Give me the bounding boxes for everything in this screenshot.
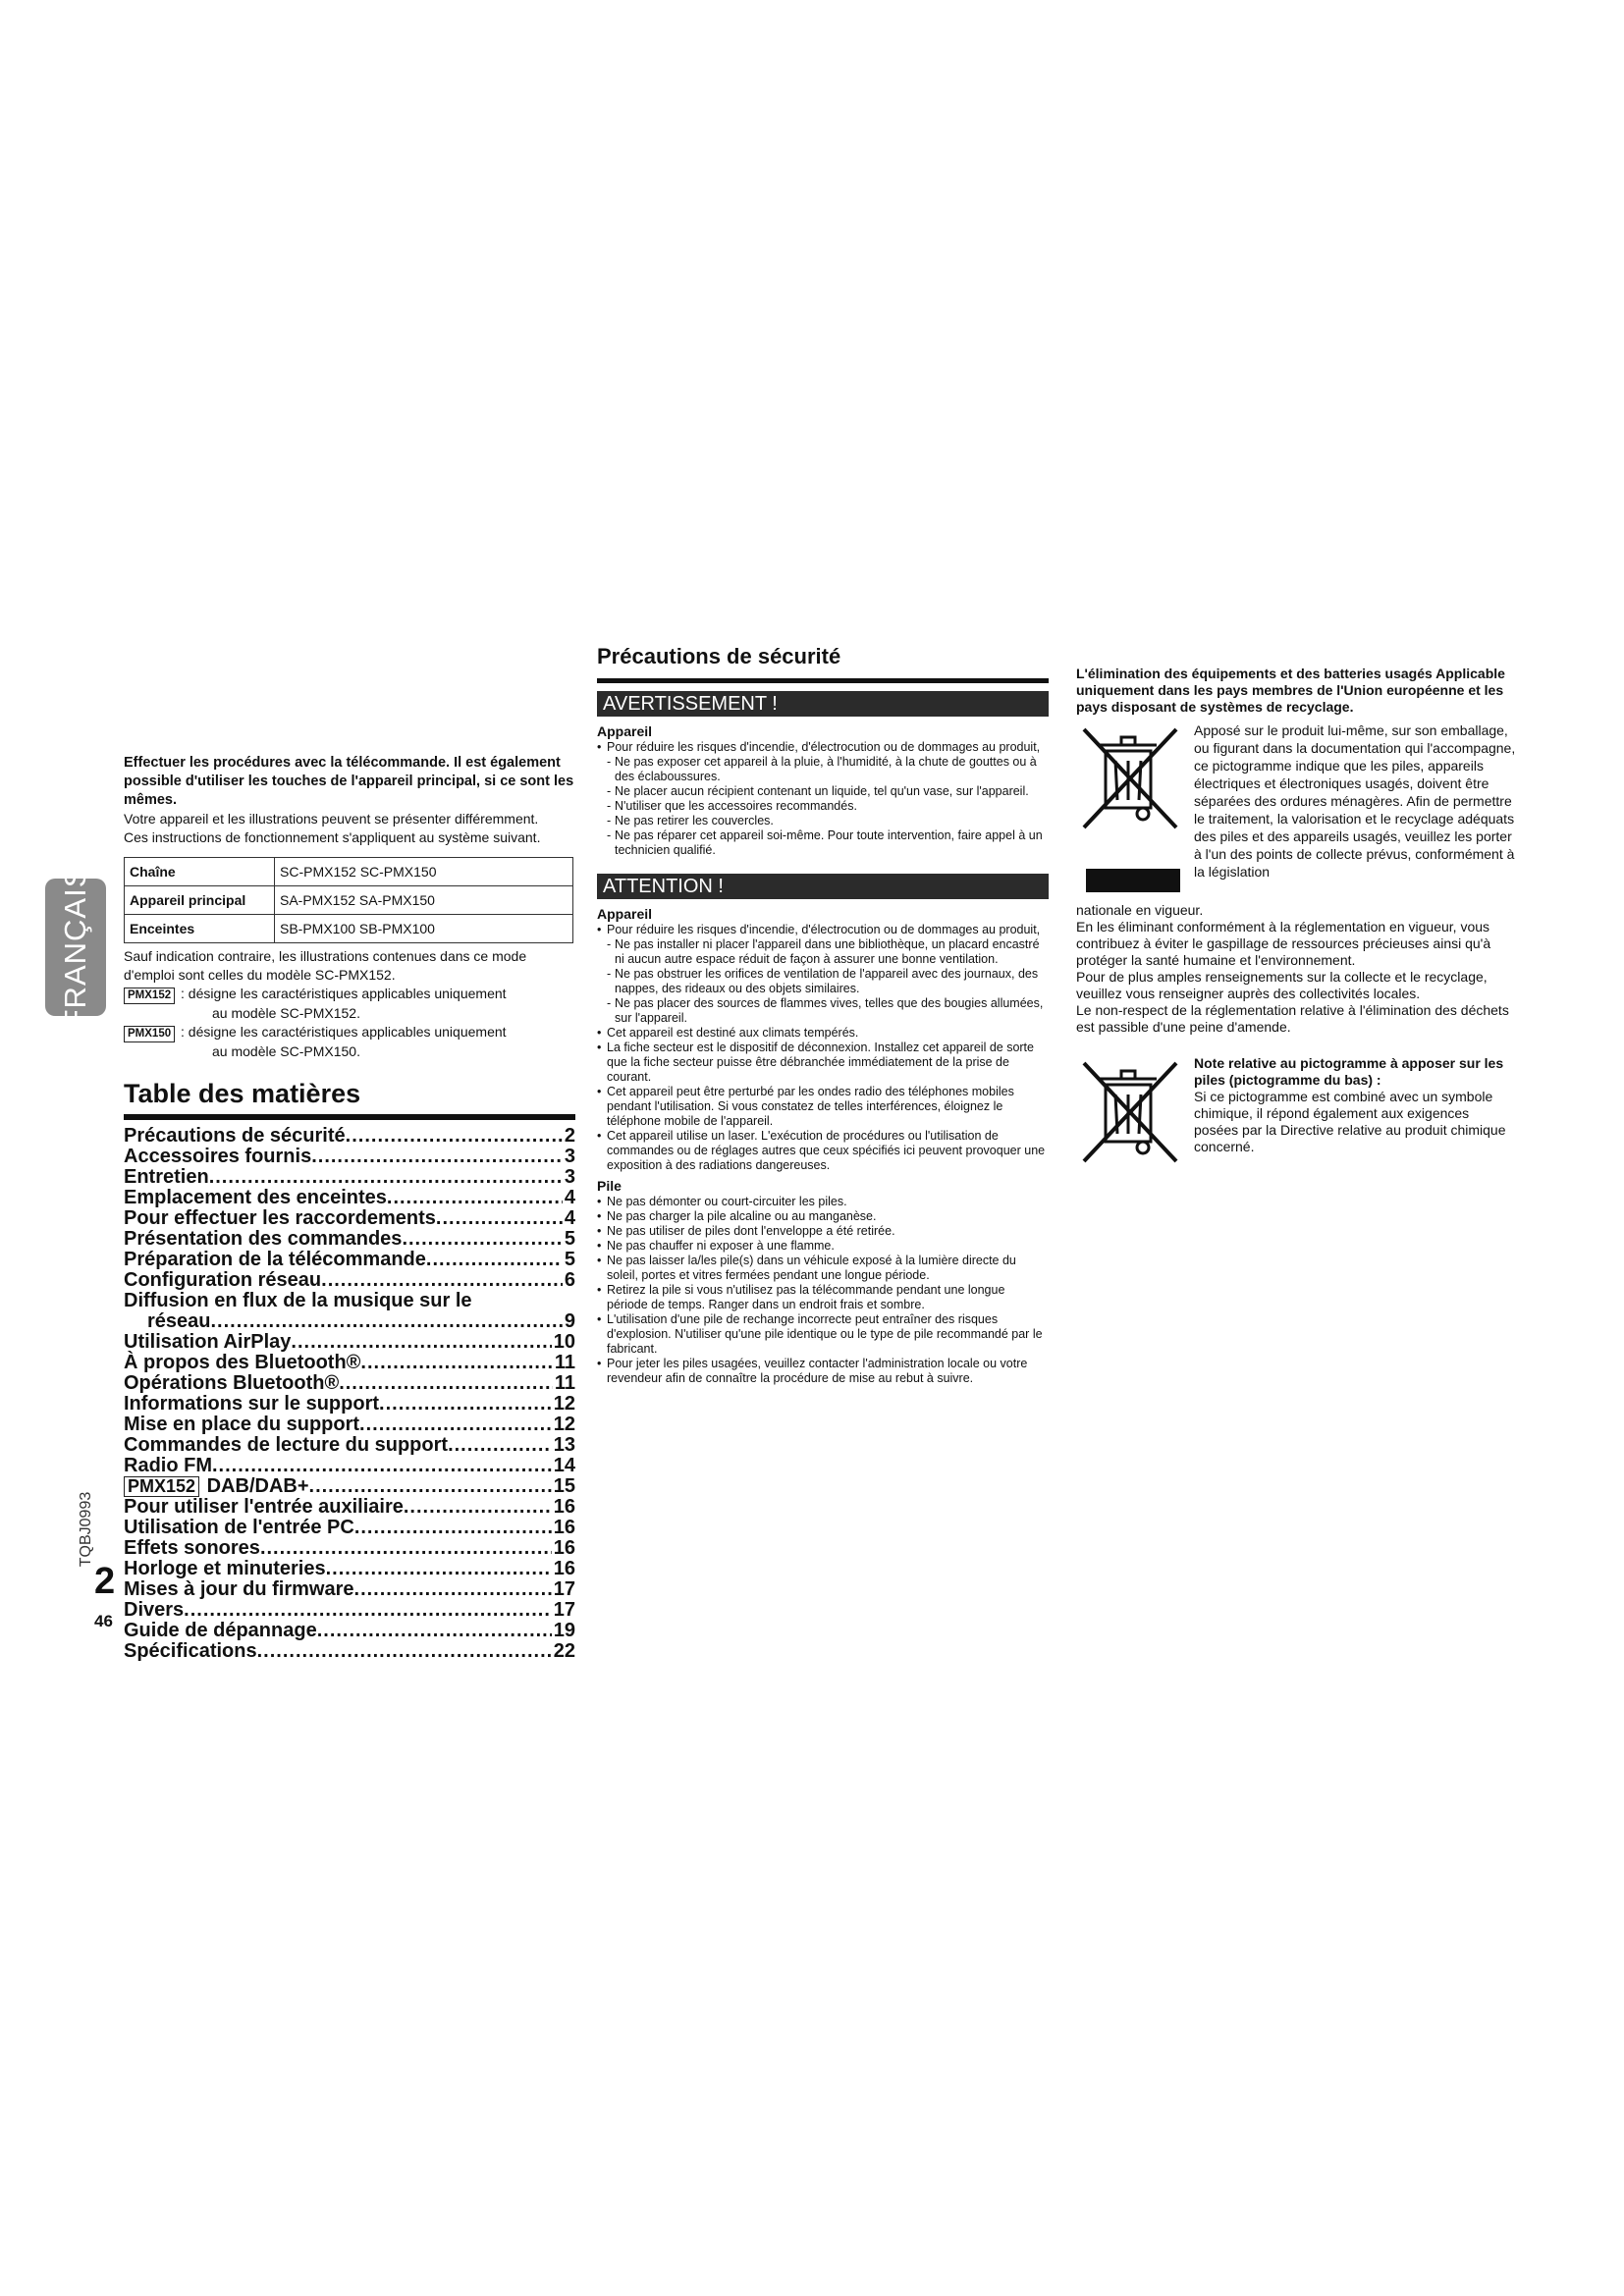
toc-item-page: 10 — [553, 1331, 575, 1353]
toc-item-text: Informations sur le support — [124, 1393, 380, 1415]
toc-item-text: Spécifications — [124, 1640, 257, 1662]
model-note-150 — [124, 1023, 575, 1042]
model-badge: PMX152 — [124, 1476, 199, 1497]
toc-item-text: Accessoires fournis — [124, 1146, 312, 1167]
list-item: - Ne pas réparer cet appareil soi-même. Pour toute intervention, faire appel à un technicien qualifié. — [597, 828, 1049, 858]
crossed-bin-icon — [1076, 1055, 1184, 1173]
toc-item-text: Diffusion en flux de la musique sur le — [124, 1290, 472, 1311]
toc-item — [124, 1188, 575, 1208]
toc-leader — [209, 1167, 563, 1188]
toc-item-page: 5 — [564, 1228, 575, 1250]
list-item: - Ne placer aucun récipient contenant un liquide, tel qu'un vase, sur l'appareil. — [597, 784, 1049, 799]
disposal-heading: L'élimination des équipements et des batteries usagés Applicable uniquement dans les pays membres de l'Union européenne et les pays disposant de systèmes de recyclage. — [1076, 666, 1505, 715]
section-divider — [597, 678, 1049, 683]
toc-leader — [448, 1435, 552, 1456]
disposal-paragraph: Pour de plus amples renseignements sur la collecte et le recyclage, veuillez vous renseigner auprès des collectivités locales. — [1076, 969, 1488, 1001]
model-value: SC-PMX152 SC-PMX150 — [275, 858, 573, 886]
toc-item-title — [124, 1188, 387, 1208]
toc-item-title — [124, 1456, 212, 1476]
toc-item-text: Utilisation AirPlay — [124, 1331, 292, 1353]
toc-item-title — [147, 1311, 211, 1332]
toc-item — [124, 1641, 575, 1662]
model-note-text: : désigne les caractéristiques applicables uniquement — [181, 986, 507, 1001]
toc-item-text: Pour effectuer les raccordements — [124, 1207, 436, 1229]
toc-item — [124, 1208, 575, 1229]
toc-item-title — [124, 1600, 184, 1621]
warning-subheading: Appareil — [597, 723, 653, 739]
list-item: • Retirez la pile si vous n'utilisez pas la télécommande pendant une longue période de temps. Ranger dans un endroit frais et sombre. — [597, 1283, 1049, 1312]
middle-column — [597, 643, 1049, 1386]
toc-item — [124, 1621, 575, 1641]
battery-bin-icon-wrap — [1076, 1055, 1184, 1177]
toc-item-title — [124, 1497, 404, 1518]
toc-item-text: Horloge et minuteries — [124, 1558, 326, 1579]
list-item: • Ne pas démonter ou court-circuiter les piles. — [597, 1195, 1049, 1209]
toc-item-title — [124, 1415, 359, 1435]
table-of-contents — [124, 1126, 575, 1662]
toc-item-page: 4 — [564, 1187, 575, 1208]
toc-item — [124, 1147, 575, 1167]
toc-leader — [321, 1270, 563, 1291]
alt-page-number: 46 — [94, 1612, 113, 1630]
toc-item-text: À propos des Bluetooth® — [124, 1352, 361, 1373]
toc-item-page: 19 — [553, 1620, 575, 1641]
toc-item-text: Effets sonores — [124, 1537, 260, 1559]
list-item: • Ne pas chauffer ni exposer à une flamme. — [597, 1239, 1049, 1254]
list-item: • Pour jeter les piles usagées, veuillez contacter l'administration locale ou votre revendeur afin de connaître la procédure de mise au rebut à suivre. — [597, 1357, 1049, 1386]
toc-leader — [436, 1208, 563, 1229]
warning-list — [597, 740, 1049, 858]
toc-item — [124, 1126, 575, 1147]
toc-item-text: DAB/DAB+ — [206, 1475, 309, 1497]
toc-leader — [317, 1621, 552, 1641]
toc-item-text: Radio FM — [124, 1455, 212, 1476]
toc-item-title — [124, 1559, 326, 1579]
toc-leader — [359, 1415, 552, 1435]
left-column — [124, 754, 575, 1662]
toc-item-page: 9 — [564, 1310, 575, 1332]
toc-item-title — [124, 1229, 402, 1250]
toc-item-text: Divers — [124, 1599, 185, 1621]
toc-item-page: 11 — [554, 1372, 575, 1394]
model-note-152 — [124, 985, 575, 1004]
toc-item-text: Préparation de la télécommande — [124, 1249, 426, 1270]
safety-title: Précautions de sécurité — [597, 644, 841, 668]
crossed-bin-icon — [1076, 721, 1184, 898]
toc-item-text: Opérations Bluetooth® — [124, 1372, 340, 1394]
toc-leader — [212, 1456, 552, 1476]
battery-subheading: Pile — [597, 1178, 622, 1194]
toc-item — [124, 1538, 575, 1559]
toc-item-title — [124, 1291, 472, 1311]
toc-leader — [402, 1229, 562, 1250]
toc-item-page: 2 — [564, 1125, 575, 1147]
toc-item — [124, 1497, 575, 1518]
toc-item-page: 6 — [564, 1269, 575, 1291]
toc-item — [124, 1270, 575, 1291]
toc-item-text: Emplacement des enceintes — [124, 1187, 387, 1208]
toc-item-page: 13 — [553, 1434, 575, 1456]
toc-item-page: 17 — [553, 1578, 575, 1600]
language-label: FRANÇAIS — [58, 866, 92, 1029]
toc-item-page: 5 — [564, 1249, 575, 1270]
list-item: - Ne pas obstruer les orifices de ventilation de l'appareil avec des journaux, des nappes, des rideaux ou des objets similaires. — [597, 967, 1049, 996]
attention-subheading: Appareil — [597, 906, 653, 922]
illustration-note: Sauf indication contraire, les illustrations contenues dans ce mode d'emploi sont celles du modèle SC-PMX152. — [124, 948, 527, 983]
toc-item-page: 3 — [564, 1166, 575, 1188]
table-row — [125, 915, 573, 943]
toc-item — [124, 1291, 575, 1311]
list-item: - Ne pas exposer cet appareil à la pluie, à l'humidité, à la chute de gouttes ou à des éclaboussures. — [597, 755, 1049, 784]
list-item: • La fiche secteur est le dispositif de déconnexion. Installez cet appareil de sorte que la fiche secteur puisse être débranchée immédiatement de la prise de courant. — [597, 1041, 1049, 1085]
language-tab — [45, 866, 106, 1029]
list-item: • Ne pas utiliser de piles dont l'enveloppe a été retirée. — [597, 1224, 1049, 1239]
toc-item-title — [124, 1126, 346, 1147]
models-table — [124, 857, 573, 943]
toc-item-page: 12 — [553, 1414, 575, 1435]
battery-note-heading: Note relative au pictogramme à apposer sur les piles (pictogramme du bas) : — [1194, 1055, 1504, 1088]
toc-item-title — [124, 1435, 448, 1456]
toc-item-page: 11 — [554, 1352, 575, 1373]
toc-leader — [211, 1311, 563, 1332]
model-note-text-2: au modèle SC-PMX150. — [212, 1043, 360, 1059]
toc-item-title — [124, 1518, 354, 1538]
toc-item — [124, 1332, 575, 1353]
toc-leader — [426, 1250, 563, 1270]
page-number: 2 — [94, 1561, 116, 1602]
toc-leader — [346, 1126, 563, 1147]
toc-leader — [309, 1476, 552, 1497]
list-item: • L'utilisation d'une pile de rechange incorrecte peut entraîner des risques d'explosion. N'utiliser qu'une pile identique ou le type de pile recommandé par le fabricant. — [597, 1312, 1049, 1357]
toc-divider — [124, 1114, 575, 1120]
toc-item — [124, 1394, 575, 1415]
toc-item — [124, 1476, 575, 1497]
list-item: • Cet appareil est destiné aux climats tempérés. — [597, 1026, 1049, 1041]
toc-leader — [257, 1641, 552, 1662]
toc-item — [124, 1311, 575, 1332]
toc-item-text: réseau — [147, 1310, 211, 1332]
disposal-paragraph: Le non-respect de la réglementation relative à l'élimination des déchets est passible d'une peine d'amende. — [1076, 1002, 1509, 1035]
toc-leader — [326, 1559, 552, 1579]
toc-item-text: Guide de dépannage — [124, 1620, 317, 1641]
toc-item-page: 16 — [553, 1537, 575, 1559]
intro-line-2: Ces instructions de fonctionnement s'appliquent au système suivant. — [124, 829, 541, 845]
toc-item-text: Précautions de sécurité — [124, 1125, 346, 1147]
model-badge: PMX152 — [124, 988, 175, 1004]
disposal-block — [1076, 721, 1516, 902]
toc-item — [124, 1579, 575, 1600]
list-item: - Ne pas retirer les couvercles. — [597, 814, 1049, 828]
toc-item-title — [124, 1270, 321, 1291]
table-row — [125, 886, 573, 915]
toc-item-page: 15 — [553, 1475, 575, 1497]
toc-item-page: 3 — [564, 1146, 575, 1167]
toc-leader — [387, 1188, 563, 1208]
toc-leader — [260, 1538, 552, 1559]
toc-item-title — [124, 1208, 436, 1229]
toc-item-text: Configuration réseau — [124, 1269, 322, 1291]
intro-line-1: Votre appareil et les illustrations peuvent se présenter différemment. — [124, 811, 539, 827]
toc-item-title — [124, 1394, 379, 1415]
attention-list — [597, 923, 1049, 1173]
warning-banner: AVERTISSEMENT ! — [597, 691, 1049, 717]
model-value: SA-PMX152 SA-PMX150 — [275, 886, 573, 915]
disposal-paragraph: En les éliminant conformément à la réglementation en vigueur, vous contribuez à éviter le gaspillage de ressources précieuses ainsi qu'à protéger la santé humaine et l'environnement. — [1076, 919, 1491, 968]
toc-item-title — [124, 1353, 360, 1373]
toc-leader — [291, 1332, 551, 1353]
disposal-side-text: Apposé sur le produit lui-même, sur son emballage, ou figurant dans la documentation qui l'accompagne, ce pictogramme indique que les piles, appareils électriques et électroniques usagés, doivent être séparées des ordures ménagères. Afin de permettre le traitement, la valorisation et le recyclage adéquats des piles et des appareils usagés, veuillez les porter à l'un des points de collecte prévus, conformément à la législation — [1194, 722, 1516, 880]
list-item: • Cet appareil peut être perturbé par les ondes radio des téléphones mobiles pendant l'utilisation. Si vous constatez de telles interférences, éloignez le téléphone mobile de l'appareil. — [597, 1085, 1049, 1129]
model-label: Chaîne — [125, 858, 275, 886]
toc-item-text: Mise en place du support — [124, 1414, 360, 1435]
intro-bold-text: Effectuer les procédures avec la télécommande. Il est également possible d'utiliser les touches de l'appareil principal, si ce sont les mêmes. — [124, 755, 574, 808]
list-item: • Ne pas charger la pile alcaline ou au manganèse. — [597, 1209, 1049, 1224]
toc-item-title — [124, 1476, 309, 1497]
toc-item — [124, 1167, 575, 1188]
battery-list — [597, 1195, 1049, 1386]
toc-item-title — [124, 1332, 291, 1353]
toc-item-title — [124, 1621, 317, 1641]
list-item: • Cet appareil utilise un laser. L'exécution de procédures ou l'utilisation de commandes ou de réglages autres que ceux spécifiés ici peuvent provoquer une exposition à des radiations dangereuses. — [597, 1129, 1049, 1173]
toc-item-title — [124, 1147, 311, 1167]
model-value: SB-PMX100 SB-PMX100 — [275, 915, 573, 943]
toc-item — [124, 1435, 575, 1456]
toc-title: Table des matières — [124, 1079, 361, 1108]
toc-item-title — [124, 1167, 209, 1188]
toc-item — [124, 1415, 575, 1435]
list-item: - N'utiliser que les accessoires recommandés. — [597, 799, 1049, 814]
disposal-text-after: nationale en vigueur. — [1076, 902, 1204, 918]
toc-leader — [339, 1373, 553, 1394]
toc-leader — [354, 1518, 552, 1538]
toc-leader — [354, 1579, 552, 1600]
list-item: - Ne pas installer ni placer l'appareil dans une bibliothèque, un placard encastré ni aucun autre espace réduit de façon à assurer une bonne ventilation. — [597, 937, 1049, 967]
model-label: Appareil principal — [125, 886, 275, 915]
toc-item-title — [124, 1373, 339, 1394]
toc-item-page: 16 — [553, 1496, 575, 1518]
right-column — [1076, 666, 1516, 1177]
list-item: - Ne pas placer des sources de flammes vives, telles que des bougies allumées, sur l'appareil. — [597, 996, 1049, 1026]
battery-note — [1194, 1055, 1516, 1177]
toc-item-text: Présentation des commandes — [124, 1228, 403, 1250]
toc-leader — [311, 1147, 563, 1167]
model-label: Enceintes — [125, 915, 275, 943]
black-bar-icon — [1086, 869, 1180, 892]
toc-item-page: 16 — [553, 1517, 575, 1538]
toc-item-text: Entretien — [124, 1166, 209, 1188]
disposal-icons — [1076, 721, 1184, 902]
toc-item-text: Mises à jour du firmware — [124, 1578, 354, 1600]
toc-item-page: 4 — [564, 1207, 575, 1229]
toc-item — [124, 1353, 575, 1373]
toc-item-page: 12 — [553, 1393, 575, 1415]
attention-banner: ATTENTION ! — [597, 874, 1049, 899]
toc-item-text: Utilisation de l'entrée PC — [124, 1517, 354, 1538]
model-badge: PMX150 — [124, 1026, 175, 1042]
toc-item — [124, 1456, 575, 1476]
battery-note-text: Si ce pictogramme est combiné avec un symbole chimique, il répond également aux exigences posées par la Directive relative au produit chimique concerné. — [1194, 1089, 1506, 1154]
toc-item-page: 17 — [553, 1599, 575, 1621]
toc-leader — [184, 1600, 552, 1621]
toc-item-title — [124, 1579, 354, 1600]
toc-item-text: Commandes de lecture du support — [124, 1434, 449, 1456]
list-item: • Pour réduire les risques d'incendie, d'électrocution ou de dommages au produit, — [597, 923, 1049, 937]
toc-item — [124, 1518, 575, 1538]
toc-item — [124, 1559, 575, 1579]
toc-item — [124, 1373, 575, 1394]
toc-item-text: Pour utiliser l'entrée auxiliaire — [124, 1496, 404, 1518]
toc-item — [124, 1600, 575, 1621]
document-code: TQBJ0993 — [78, 1491, 94, 1568]
toc-item-page: 16 — [553, 1558, 575, 1579]
toc-item-title — [124, 1538, 260, 1559]
toc-leader — [379, 1394, 552, 1415]
toc-item — [124, 1250, 575, 1270]
model-note-text: : désigne les caractéristiques applicables uniquement — [181, 1024, 507, 1040]
toc-item-page: 22 — [553, 1640, 575, 1662]
toc-leader — [404, 1497, 552, 1518]
toc-item-page: 14 — [553, 1455, 575, 1476]
toc-item-title — [124, 1250, 426, 1270]
toc-item — [124, 1229, 575, 1250]
toc-item-title — [124, 1641, 257, 1662]
list-item: • Pour réduire les risques d'incendie, d'électrocution ou de dommages au produit, — [597, 740, 1049, 755]
model-note-text-2: au modèle SC-PMX152. — [212, 1005, 360, 1021]
battery-note-block — [1076, 1055, 1516, 1177]
list-item: • Ne pas laisser la/les pile(s) dans un véhicule exposé à la lumière directe du soleil, portes et vitres fermées pendant une longue période. — [597, 1254, 1049, 1283]
table-row — [125, 858, 573, 886]
toc-leader — [360, 1353, 552, 1373]
